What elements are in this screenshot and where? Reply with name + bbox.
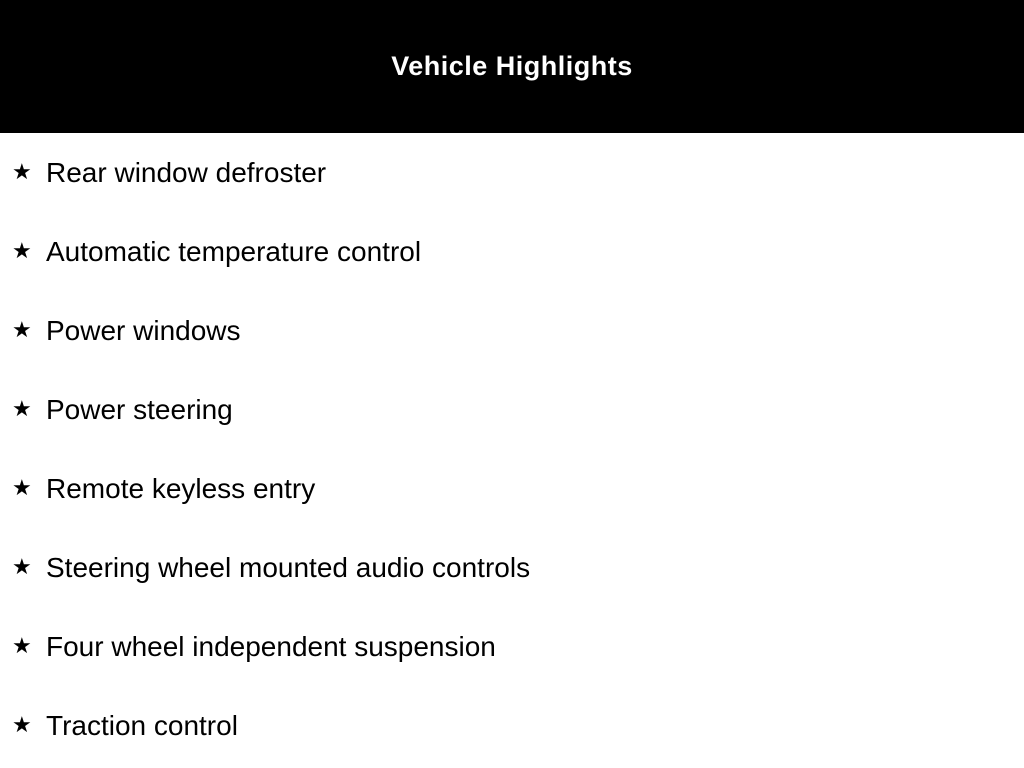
list-item-label: Traction control	[46, 709, 238, 741]
highlights-list	[0, 133, 1024, 765]
black-star-icon: ★	[12, 712, 32, 738]
list-item-label: Power steering	[46, 393, 233, 425]
page-header	[0, 0, 1024, 133]
list-item-label: Steering wheel mounted audio controls	[46, 551, 531, 583]
list-item	[0, 607, 1024, 686]
black-star-icon: ★	[12, 159, 32, 185]
black-star-icon: ★	[12, 633, 32, 659]
list-item	[0, 291, 1024, 370]
list-item	[0, 370, 1024, 449]
list-item	[0, 528, 1024, 607]
list-item	[0, 212, 1024, 291]
list-item	[0, 686, 1024, 765]
list-item-label: Rear window defroster	[46, 156, 327, 188]
black-star-icon: ★	[12, 554, 32, 580]
list-item-label: Power windows	[46, 314, 241, 346]
list-item	[0, 449, 1024, 528]
list-item-label: Automatic temperature control	[46, 235, 422, 267]
black-star-icon: ★	[12, 396, 32, 422]
list-item	[0, 133, 1024, 212]
page-title: Vehicle Highlights	[391, 51, 633, 81]
black-star-icon: ★	[12, 475, 32, 501]
list-item-label: Four wheel independent suspension	[46, 630, 496, 662]
black-star-icon: ★	[12, 317, 32, 343]
list-item-label: Remote keyless entry	[46, 472, 316, 504]
black-star-icon: ★	[12, 238, 32, 264]
